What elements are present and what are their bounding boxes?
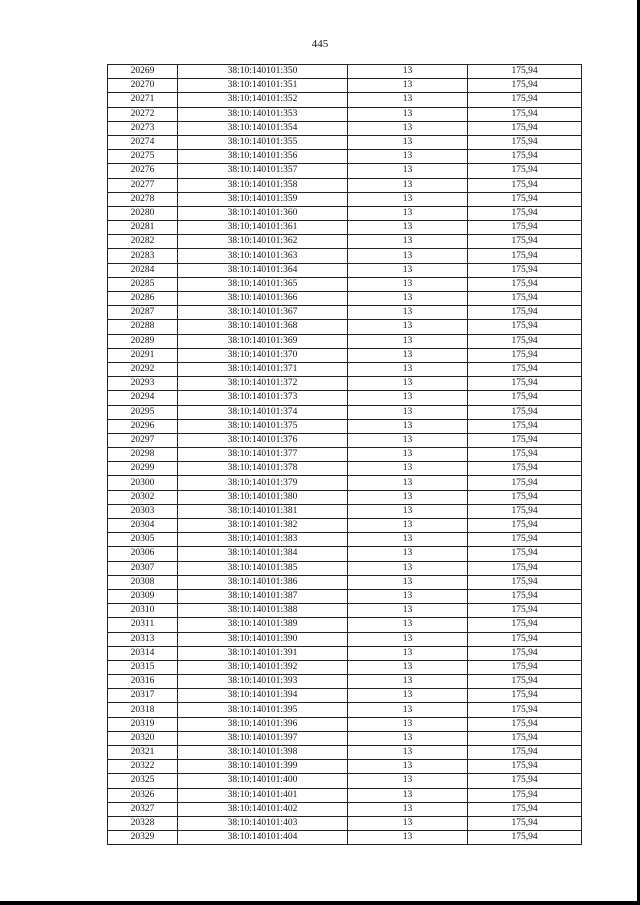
table-row [108,831,582,845]
table-row [108,675,582,689]
cadastral-number-cell: 38:10:140101:398 [178,746,348,760]
table-row [108,164,582,178]
row-number-cell: 20304 [108,519,178,533]
quantity-cell: 13 [348,206,468,220]
area-cell: 175,94 [468,178,582,192]
area-cell: 175,94 [468,519,582,533]
table-row [108,277,582,291]
quantity-cell: 13 [348,150,468,164]
cadastral-number-cell: 38:10:140101:363 [178,249,348,263]
quantity-cell: 13 [348,107,468,121]
cadastral-number-cell: 38:10:140101:390 [178,632,348,646]
area-cell: 175,94 [468,731,582,745]
row-number-cell: 20282 [108,235,178,249]
area-cell: 175,94 [468,831,582,845]
cadastral-number-cell: 38:10:140101:357 [178,164,348,178]
table-row [108,348,582,362]
area-cell: 175,94 [468,448,582,462]
cadastral-number-cell: 38:10:140101:370 [178,348,348,362]
row-number-cell: 20275 [108,150,178,164]
row-number-cell: 20297 [108,433,178,447]
row-number-cell: 20306 [108,547,178,561]
area-cell: 175,94 [468,575,582,589]
area-cell: 175,94 [468,206,582,220]
cadastral-number-cell: 38:10:140101:352 [178,93,348,107]
cadastral-number-cell: 38:10:140101:356 [178,150,348,164]
row-number-cell: 20294 [108,391,178,405]
row-number-cell: 20299 [108,462,178,476]
row-number-cell: 20321 [108,746,178,760]
cadastral-number-cell: 38:10:140101:383 [178,533,348,547]
cadastral-number-cell: 38:10:140101:365 [178,277,348,291]
table-row [108,632,582,646]
area-cell: 175,94 [468,391,582,405]
table-row [108,65,582,79]
area-cell: 175,94 [468,774,582,788]
area-cell: 175,94 [468,164,582,178]
row-number-cell: 20322 [108,760,178,774]
table-row [108,221,582,235]
quantity-cell: 13 [348,660,468,674]
row-number-cell: 20316 [108,675,178,689]
area-cell: 175,94 [468,689,582,703]
quantity-cell: 13 [348,646,468,660]
quantity-cell: 13 [348,547,468,561]
cadastral-number-cell: 38:10:140101:387 [178,589,348,603]
row-number-cell: 20280 [108,206,178,220]
quantity-cell: 13 [348,121,468,135]
table-row [108,135,582,149]
cadastral-number-cell: 38:10:140101:364 [178,263,348,277]
quantity-cell: 13 [348,405,468,419]
row-number-cell: 20269 [108,65,178,79]
quantity-cell: 13 [348,79,468,93]
row-number-cell: 20319 [108,717,178,731]
table-row [108,178,582,192]
cadastral-number-cell: 38:10:140101:362 [178,235,348,249]
row-number-cell: 20289 [108,334,178,348]
row-number-cell: 20326 [108,788,178,802]
cadastral-number-cell: 38:10:140101:368 [178,320,348,334]
row-number-cell: 20284 [108,263,178,277]
area-cell: 175,94 [468,788,582,802]
table-row [108,561,582,575]
area-cell: 175,94 [468,618,582,632]
table-row [108,717,582,731]
quantity-cell: 13 [348,320,468,334]
cadastral-number-cell: 38:10:140101:382 [178,519,348,533]
area-cell: 175,94 [468,675,582,689]
quantity-cell: 13 [348,561,468,575]
area-cell: 175,94 [468,547,582,561]
quantity-cell: 13 [348,504,468,518]
row-number-cell: 20274 [108,135,178,149]
cadastral-number-cell: 38:10:140101:351 [178,79,348,93]
cadastral-number-cell: 38:10:140101:350 [178,65,348,79]
cadastral-number-cell: 38:10:140101:369 [178,334,348,348]
table-row [108,292,582,306]
area-cell: 175,94 [468,533,582,547]
cadastral-number-cell: 38:10:140101:391 [178,646,348,660]
cadastral-number-cell: 38:10:140101:376 [178,433,348,447]
area-cell: 175,94 [468,419,582,433]
row-number-cell: 20270 [108,79,178,93]
table-row [108,405,582,419]
area-cell: 175,94 [468,703,582,717]
row-number-cell: 20285 [108,277,178,291]
table-row [108,731,582,745]
page-number: 445 [311,38,329,50]
quantity-cell: 13 [348,533,468,547]
table-row [108,362,582,376]
table-row [108,334,582,348]
table-row [108,604,582,618]
area-cell: 175,94 [468,760,582,774]
quantity-cell: 13 [348,703,468,717]
cadastral-number-cell: 38:10:140101:397 [178,731,348,745]
quantity-cell: 13 [348,164,468,178]
area-cell: 175,94 [468,79,582,93]
parcel-table [107,64,582,845]
quantity-cell: 13 [348,362,468,376]
quantity-cell: 13 [348,249,468,263]
row-number-cell: 20309 [108,589,178,603]
cadastral-number-cell: 38:10:140101:401 [178,788,348,802]
quantity-cell: 13 [348,433,468,447]
quantity-cell: 13 [348,760,468,774]
area-cell: 175,94 [468,306,582,320]
area-cell: 175,94 [468,746,582,760]
row-number-cell: 20272 [108,107,178,121]
area-cell: 175,94 [468,802,582,816]
table-row [108,660,582,674]
cadastral-number-cell: 38:10:140101:402 [178,802,348,816]
area-cell: 175,94 [468,320,582,334]
cadastral-number-cell: 38:10:140101:374 [178,405,348,419]
row-number-cell: 20278 [108,192,178,206]
quantity-cell: 13 [348,731,468,745]
cadastral-number-cell: 38:10:140101:359 [178,192,348,206]
table-row [108,646,582,660]
cadastral-number-cell: 38:10:140101:392 [178,660,348,674]
quantity-cell: 13 [348,65,468,79]
row-number-cell: 20327 [108,802,178,816]
table-row [108,703,582,717]
area-cell: 175,94 [468,632,582,646]
page-edge-bottom [0,901,640,905]
cadastral-number-cell: 38:10:140101:399 [178,760,348,774]
cadastral-number-cell: 38:10:140101:404 [178,831,348,845]
cadastral-number-cell: 38:10:140101:389 [178,618,348,632]
quantity-cell: 13 [348,93,468,107]
cadastral-number-cell: 38:10:140101:367 [178,306,348,320]
quantity-cell: 13 [348,334,468,348]
cadastral-number-cell: 38:10:140101:394 [178,689,348,703]
cadastral-number-cell: 38:10:140101:379 [178,476,348,490]
table-row [108,306,582,320]
table-row [108,150,582,164]
row-number-cell: 20295 [108,405,178,419]
cadastral-number-cell: 38:10:140101:361 [178,221,348,235]
cadastral-number-cell: 38:10:140101:403 [178,816,348,830]
table-row [108,802,582,816]
quantity-cell: 13 [348,632,468,646]
area-cell: 175,94 [468,221,582,235]
quantity-cell: 13 [348,348,468,362]
row-number-cell: 20283 [108,249,178,263]
cadastral-number-cell: 38:10:140101:381 [178,504,348,518]
table-row [108,589,582,603]
quantity-cell: 13 [348,178,468,192]
row-number-cell: 20276 [108,164,178,178]
row-number-cell: 20302 [108,490,178,504]
row-number-cell: 20307 [108,561,178,575]
quantity-cell: 13 [348,774,468,788]
quantity-cell: 13 [348,192,468,206]
cadastral-number-cell: 38:10:140101:375 [178,419,348,433]
table-row [108,689,582,703]
quantity-cell: 13 [348,377,468,391]
quantity-cell: 13 [348,802,468,816]
cadastral-number-cell: 38:10:140101:353 [178,107,348,121]
row-number-cell: 20300 [108,476,178,490]
row-number-cell: 20329 [108,831,178,845]
table-row [108,547,582,561]
cadastral-number-cell: 38:10:140101:396 [178,717,348,731]
row-number-cell: 20311 [108,618,178,632]
area-cell: 175,94 [468,362,582,376]
row-number-cell: 20273 [108,121,178,135]
quantity-cell: 13 [348,292,468,306]
area-cell: 175,94 [468,433,582,447]
area-cell: 175,94 [468,107,582,121]
area-cell: 175,94 [468,93,582,107]
area-cell: 175,94 [468,405,582,419]
quantity-cell: 13 [348,788,468,802]
table-row [108,121,582,135]
cadastral-number-cell: 38:10:140101:360 [178,206,348,220]
row-number-cell: 20277 [108,178,178,192]
parcel-table-body [108,65,582,845]
quantity-cell: 13 [348,235,468,249]
cadastral-number-cell: 38:10:140101:358 [178,178,348,192]
area-cell: 175,94 [468,589,582,603]
table-row [108,235,582,249]
area-cell: 175,94 [468,646,582,660]
area-cell: 175,94 [468,604,582,618]
area-cell: 175,94 [468,490,582,504]
table-row [108,192,582,206]
area-cell: 175,94 [468,292,582,306]
row-number-cell: 20315 [108,660,178,674]
table-row [108,816,582,830]
row-number-cell: 20291 [108,348,178,362]
table-row [108,249,582,263]
table-row [108,490,582,504]
quantity-cell: 13 [348,490,468,504]
quantity-cell: 13 [348,618,468,632]
row-number-cell: 20293 [108,377,178,391]
area-cell: 175,94 [468,717,582,731]
row-number-cell: 20286 [108,292,178,306]
table-row [108,107,582,121]
row-number-cell: 20292 [108,362,178,376]
quantity-cell: 13 [348,575,468,589]
cadastral-number-cell: 38:10:140101:373 [178,391,348,405]
table-row [108,533,582,547]
quantity-cell: 13 [348,689,468,703]
table-row [108,788,582,802]
row-number-cell: 20296 [108,419,178,433]
area-cell: 175,94 [468,348,582,362]
cadastral-number-cell: 38:10:140101:354 [178,121,348,135]
table-row [108,419,582,433]
row-number-cell: 20325 [108,774,178,788]
area-cell: 175,94 [468,192,582,206]
area-cell: 175,94 [468,235,582,249]
table-row [108,760,582,774]
quantity-cell: 13 [348,448,468,462]
quantity-cell: 13 [348,675,468,689]
cadastral-number-cell: 38:10:140101:393 [178,675,348,689]
area-cell: 175,94 [468,377,582,391]
area-cell: 175,94 [468,121,582,135]
quantity-cell: 13 [348,135,468,149]
table-row [108,448,582,462]
cadastral-number-cell: 38:10:140101:378 [178,462,348,476]
area-cell: 175,94 [468,660,582,674]
cadastral-number-cell: 38:10:140101:355 [178,135,348,149]
cadastral-number-cell: 38:10:140101:366 [178,292,348,306]
area-cell: 175,94 [468,135,582,149]
cadastral-number-cell: 38:10:140101:372 [178,377,348,391]
area-cell: 175,94 [468,476,582,490]
quantity-cell: 13 [348,462,468,476]
row-number-cell: 20328 [108,816,178,830]
quantity-cell: 13 [348,277,468,291]
cadastral-number-cell: 38:10:140101:395 [178,703,348,717]
table-row [108,320,582,334]
area-cell: 175,94 [468,263,582,277]
quantity-cell: 13 [348,746,468,760]
area-cell: 175,94 [468,150,582,164]
row-number-cell: 20287 [108,306,178,320]
cadastral-number-cell: 38:10:140101:380 [178,490,348,504]
quantity-cell: 13 [348,589,468,603]
row-number-cell: 20281 [108,221,178,235]
table-row [108,575,582,589]
area-cell: 175,94 [468,65,582,79]
area-cell: 175,94 [468,277,582,291]
quantity-cell: 13 [348,476,468,490]
row-number-cell: 20317 [108,689,178,703]
quantity-cell: 13 [348,717,468,731]
quantity-cell: 13 [348,816,468,830]
cadastral-number-cell: 38:10:140101:371 [178,362,348,376]
table-row [108,618,582,632]
quantity-cell: 13 [348,391,468,405]
cadastral-number-cell: 38:10:140101:400 [178,774,348,788]
quantity-cell: 13 [348,419,468,433]
area-cell: 175,94 [468,504,582,518]
area-cell: 175,94 [468,334,582,348]
table-row [108,263,582,277]
table-row [108,476,582,490]
cadastral-number-cell: 38:10:140101:386 [178,575,348,589]
cadastral-number-cell: 38:10:140101:384 [178,547,348,561]
quantity-cell: 13 [348,604,468,618]
table-row [108,433,582,447]
cadastral-number-cell: 38:10:140101:388 [178,604,348,618]
row-number-cell: 20305 [108,533,178,547]
table-row [108,519,582,533]
row-number-cell: 20313 [108,632,178,646]
table-row [108,504,582,518]
quantity-cell: 13 [348,306,468,320]
quantity-cell: 13 [348,263,468,277]
row-number-cell: 20314 [108,646,178,660]
area-cell: 175,94 [468,561,582,575]
table-row [108,377,582,391]
table-row [108,79,582,93]
table-row [108,206,582,220]
row-number-cell: 20288 [108,320,178,334]
area-cell: 175,94 [468,816,582,830]
row-number-cell: 20298 [108,448,178,462]
table-row [108,746,582,760]
table-row [108,774,582,788]
quantity-cell: 13 [348,831,468,845]
area-cell: 175,94 [468,249,582,263]
area-cell: 175,94 [468,462,582,476]
table-row [108,93,582,107]
quantity-cell: 13 [348,221,468,235]
table-row [108,462,582,476]
row-number-cell: 20318 [108,703,178,717]
row-number-cell: 20308 [108,575,178,589]
cadastral-number-cell: 38:10:140101:377 [178,448,348,462]
row-number-cell: 20310 [108,604,178,618]
row-number-cell: 20271 [108,93,178,107]
quantity-cell: 13 [348,519,468,533]
row-number-cell: 20303 [108,504,178,518]
table-row [108,391,582,405]
row-number-cell: 20320 [108,731,178,745]
cadastral-number-cell: 38:10:140101:385 [178,561,348,575]
